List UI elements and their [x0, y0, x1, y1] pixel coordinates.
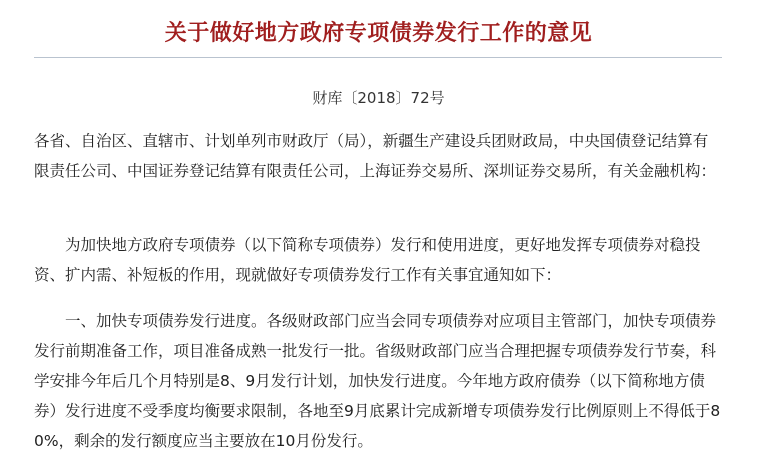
paragraph-section-one: 一、加快专项债券发行进度。各级财政部门应当会同专项债券对应项目主管部门，加快专项债券发行前期准备工作，项目准备成熟一批发行一批。省级财政部门应当合理把握专项债券发行节奏，科学安排今年后几个月特别是8、9月发行计划，加快发行进度。今年地方政府债券（以下简称地方债券）发行进度不受季度均衡要求限制，各地至9月底累计完成新增专项债券发行比例原则上不得低于80%，剩余的发行额度应当主要放在10月份发行。	[34, 312, 721, 450]
paragraph-intro: 为加快地方政府专项债券（以下简称专项债券）发行和使用进度，更好地发挥专项债券对稳投资、扩内需、补短板的作用，现就做好专项债券发行工作有关事宜通知如下：	[34, 236, 701, 284]
title-divider	[34, 57, 722, 58]
document-number: 财库〔2018〕72号	[312, 89, 445, 107]
paragraph-addressees: 各省、自治区、直辖市、计划单列市财政厅（局），新疆生产建设兵团财政局，中央国债登记结算有限责任公司、中国证券登记结算有限责任公司，上海证券交易所、深圳证券交易所，有关金融机构：	[34, 132, 717, 180]
document-title: 关于做好地方政府专项债券发行工作的意见	[164, 19, 593, 46]
